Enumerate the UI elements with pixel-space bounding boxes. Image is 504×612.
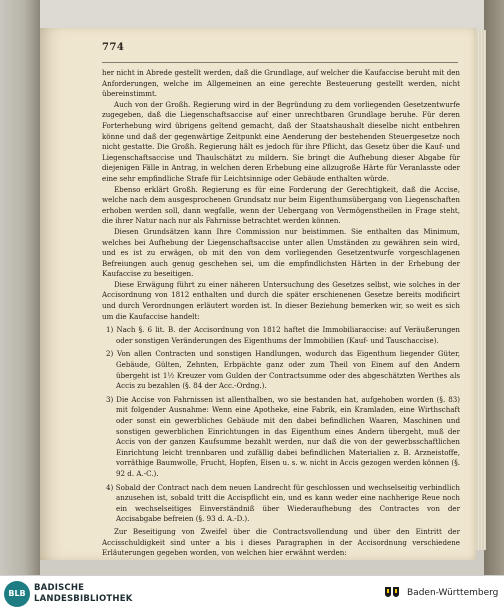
- paragraph: 4) Sobald der Contract nach dem neuen Landrecht für geschlossen und wechselseitig verbindlich anzusehen ist, sobald tritt die Accispflicht ein, und es kann weder eine nachherige Reue noch ein wechselseitiges Einverständniß über Wiederaufhebung des Contractes von der Accisabgabe befreien (§. 93 d. A.-D.).: [106, 482, 460, 524]
- header-rule: [102, 62, 458, 63]
- library-name-line1: BADISCHE: [34, 583, 85, 593]
- page-number: 774: [102, 42, 125, 53]
- library-name-line2: LANDESBIBLIOTHEK: [34, 594, 133, 604]
- viewer-footer: [0, 575, 504, 612]
- paragraph: 2) Von allen Contracten und sonstigen Handlungen, wodurch das Eigenthum liegender Güter, Gebäude, Gülten, Zehnten, Erbpächte ganz oder zum Theil von Einem auf den Andern übergeht ist 1½ Kreuzer vom Gulden der Contractsumme oder des abgeschätzten Werthes als Accis zu bezahlen (§. 84 der Acc.-Ordng.).: [106, 349, 460, 391]
- paragraph: 3) Die Accise von Fahrnissen ist allenthalben, wo sie bestanden hat, aufgehoben worden (§. 83) mit folgender Ausnahme: Wenn eine Apotheke, eine Fabrik, ein Kramladen, eine Wirthschaft oder sonst ein gewerbliches Gebäude mit den dabei befindlichen Waaren, Maschinen und sonstigen gewerblichen Einrichtungen in das Eigenthum eines Andern übergeht, muß der Accis von der ganzen Kaufsumme bezahlt werden, nur daß die von der gewerbsschaftlichen Einrichtung leicht trennbaren und zufällig dabei befindlichen Materialien z. B. Arzneistoffe, vorräthige Baumwolle, Frucht, Hopfen, Eisen u. s. w. nicht in Accis gezogen werden können (§. 92 d. A.-C.).: [106, 394, 460, 478]
- paragraph: 1) Nach §. 6 lit. B. der Accisordnung von 1812 haftet die Immobiliaraccise: auf Veräußerungen oder sonstigen Veränderungen des Eigenthums der Immobilien (Kauf- und Tauschaccise).: [106, 325, 460, 345]
- paragraph: Diesen Grundsätzen kann Ihre Commission nur beistimmen. Sie enthalten das Minimum, welches bei Aufhebung der Liegenschaftsaccise unter allen Umständen zu gewähren sein wird, und es ist zu erwägen, ob mit den von dem vorliegenden Gesetzentwurfe vorgeschlagenen Befreiungen auch genug geschehen sei, um die empfindlichsten Härten in der Erhebung der Kaufaccise zu beseitigen.: [102, 226, 460, 279]
- library-name[interactable]: [34, 583, 133, 605]
- paragraph: Diese Erwägung führt zu einer näheren Untersuchung des Gesetzes selbst, wie solches in der Accisordnung von 1812 enthalten und durch die später erschienenen Gesetze bereits modificirt und durch Verordnungen erläutert worden ist. In dieser Beziehung bemerken wir, so weit es sich um die Kaufaccise handelt:: [102, 279, 460, 321]
- page-text: [102, 68, 460, 558]
- paragraph: her nicht in Abrede gestellt werden, daß die Grundlage, auf welcher die Kaufaccise beruht mit den Anforderungen, welche im Allgemeinen an eine gerechte Besteuerung gestellt werden, nicht übereinstimmt.: [102, 68, 460, 99]
- baden-wuerttemberg-crest-icon: [383, 585, 403, 603]
- state-name[interactable]: Baden-Württemberg: [407, 588, 499, 598]
- book-cover-right: [484, 0, 504, 575]
- book-page: [40, 28, 476, 560]
- paragraph: Auch von der Großh. Regierung wird in der Begründung zu dem vorliegenden Gesetzentwurfe zugegeben, daß die Liegenschaftsaccise auf einer unrechtbaren Grundlage beruhe. Für deren Forterhebung wird übrigens geltend gemacht, daß der Staatshaushalt dieselbe nicht entbehren könne und daß der gegenwärtige Zeitpunkt eine Aenderung der bestehenden Steuergesetze noch nicht gestatte. Die Großh. Regierung hält es jedoch für ihre Pflicht, das Gesetz über die Kauf- und Liegenschaftsaccise und Thaulschätzt zu mildern. Sie bringt die Aufhebung dieser Abgabe für diejenigen Fälle in Antrag, in welchen deren Erhebung eine allzugroße Härte für Veranlasste oder eine sehr empfindliche Strafe für Leichtsinnige oder Gebäude enthalten würde.: [102, 99, 460, 183]
- paragraph: Ebenso erklärt Großh. Regierung es für eine Forderung der Gerechtigkeit, daß die Accise, welche nach dem ausgesprochenen Grundsatz nur beim Eigenthumsübergang von Liegenschaften erhoben werden soll, dann wegfalle, wenn der Uebergang von Vermögenstheilen in Frage steht, die ihrer Natur nach nur als Fahrnisse betrachtet werden können.: [102, 184, 460, 226]
- book-cover-left: [0, 0, 40, 575]
- blb-logo-icon[interactable]: BLB: [4, 581, 30, 607]
- paragraph: Zur Beseitigung von Zweifel über die Contractsvollendung und über den Eintritt der Accisschuldigkeit sind unter a bis i dieses Paragraphen in der Accisordnung verschiedene Erläuterungen gegeben worden, von welchen hier erwähnt werden:: [102, 526, 460, 558]
